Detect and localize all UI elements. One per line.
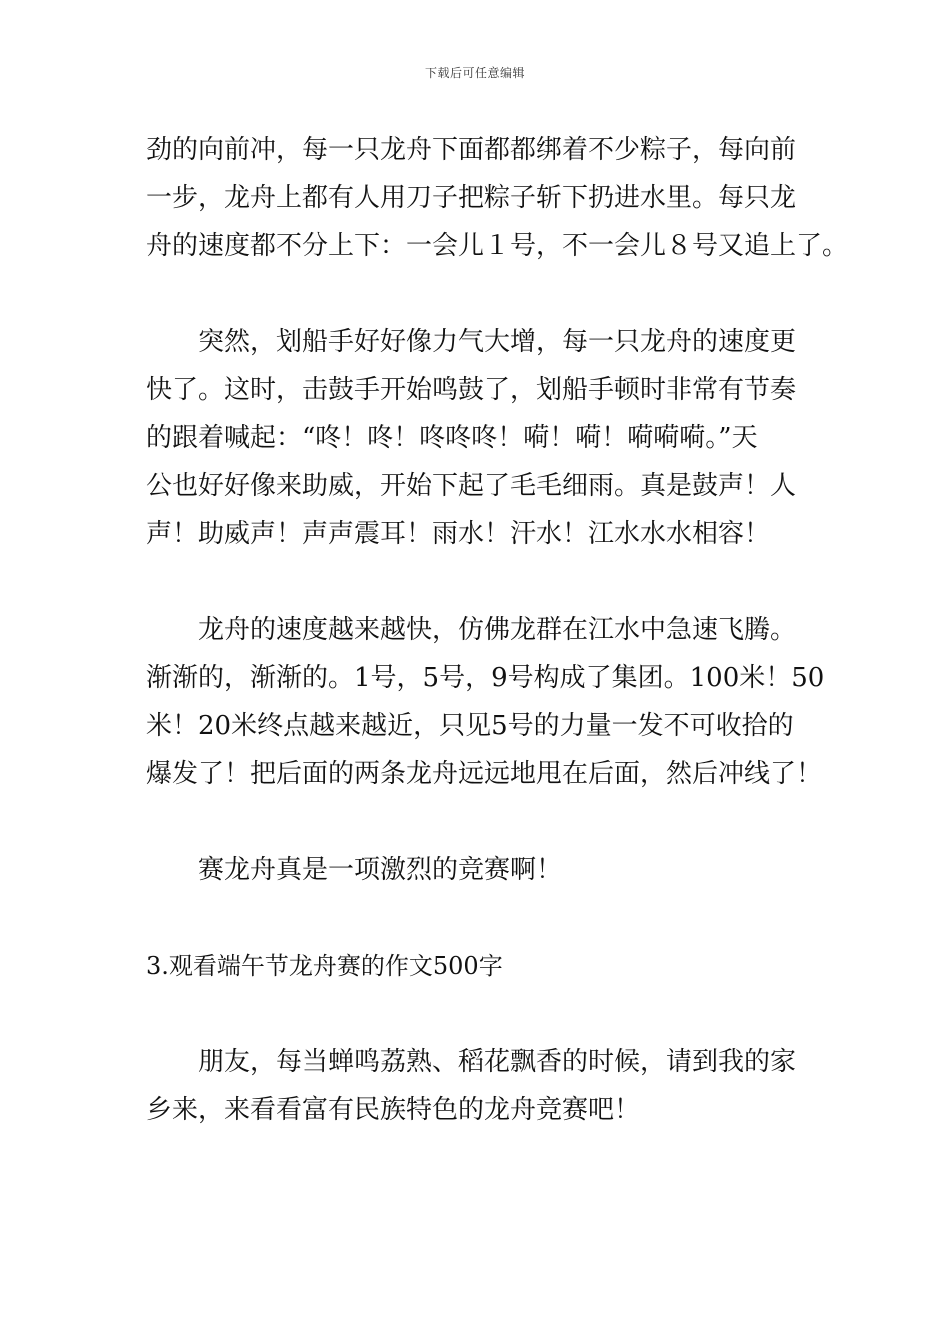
paragraph-line: 快了。这时，击鼓手开始鸣鼓了，划船手顿时非常有节奏 [146,375,797,405]
paragraph-gap [146,990,816,1038]
paragraph-gap [146,270,816,318]
paragraph-line: 突然，划船手好好像力气大增，每一只龙舟的速度更 [198,327,797,357]
paragraph-line: 公也好好像来助威，开始下起了毛毛细雨。真是鼓声！人 [146,471,797,501]
paragraph-4 [146,846,816,894]
paragraph-line: 乡来，来看看富有民族特色的龙舟竞赛吧！ [146,1095,641,1125]
paragraph-2 [146,318,816,558]
paragraph-line: 声！助威声！声声震耳！雨水！汗水！江水水水相容！ [146,519,771,549]
paragraph-line: 朋友，每当蝉鸣荔熟、稻花飘香的时候，请到我的家 [198,1047,797,1077]
paragraph-line: 一步，龙舟上都有人用刀子把粽子斩下扔进水里。每只龙 [146,183,797,213]
paragraph-line: 米！20米终点越来越近，只见5号的力量一发不可收拾的 [146,711,794,741]
paragraph-3 [146,606,825,798]
section-title: 3.观看端午节龙舟赛的作文500字 [146,952,503,980]
paragraph-line: 爆发了！把后面的两条龙舟远远地甩在后面，然后冲线了！ [146,759,823,789]
paragraph-line: 龙舟的速度越来越快，仿佛龙群在江水中急速飞腾。 [198,615,797,645]
paragraph-line: 渐渐的，渐渐的。1号，5号，9号构成了集团。100米！50 [146,663,825,693]
paragraph-line: 劲的向前冲，每一只龙舟下面都都绑着不少粽子，每向前 [146,135,797,165]
paragraph-gap [146,798,816,846]
paragraph-gap [146,558,816,606]
paragraph-line: 舟的速度都不分上下：一会儿１号，不一会儿８号又追上了。 [146,231,849,261]
paragraph-gap [146,894,816,942]
section-heading [146,942,816,990]
paragraph-line: 赛龙舟真是一项激烈的竞赛啊！ [198,855,563,885]
paragraph-1 [146,126,849,270]
paragraph-5 [146,1038,816,1134]
document-body [146,126,849,1134]
paragraph-line: 的跟着喊起：“咚！咚！咚咚咚！嗬！嗬！嗬嗬嗬。”天 [146,423,758,453]
page-header: 下载后可任意编辑 [424,66,525,80]
